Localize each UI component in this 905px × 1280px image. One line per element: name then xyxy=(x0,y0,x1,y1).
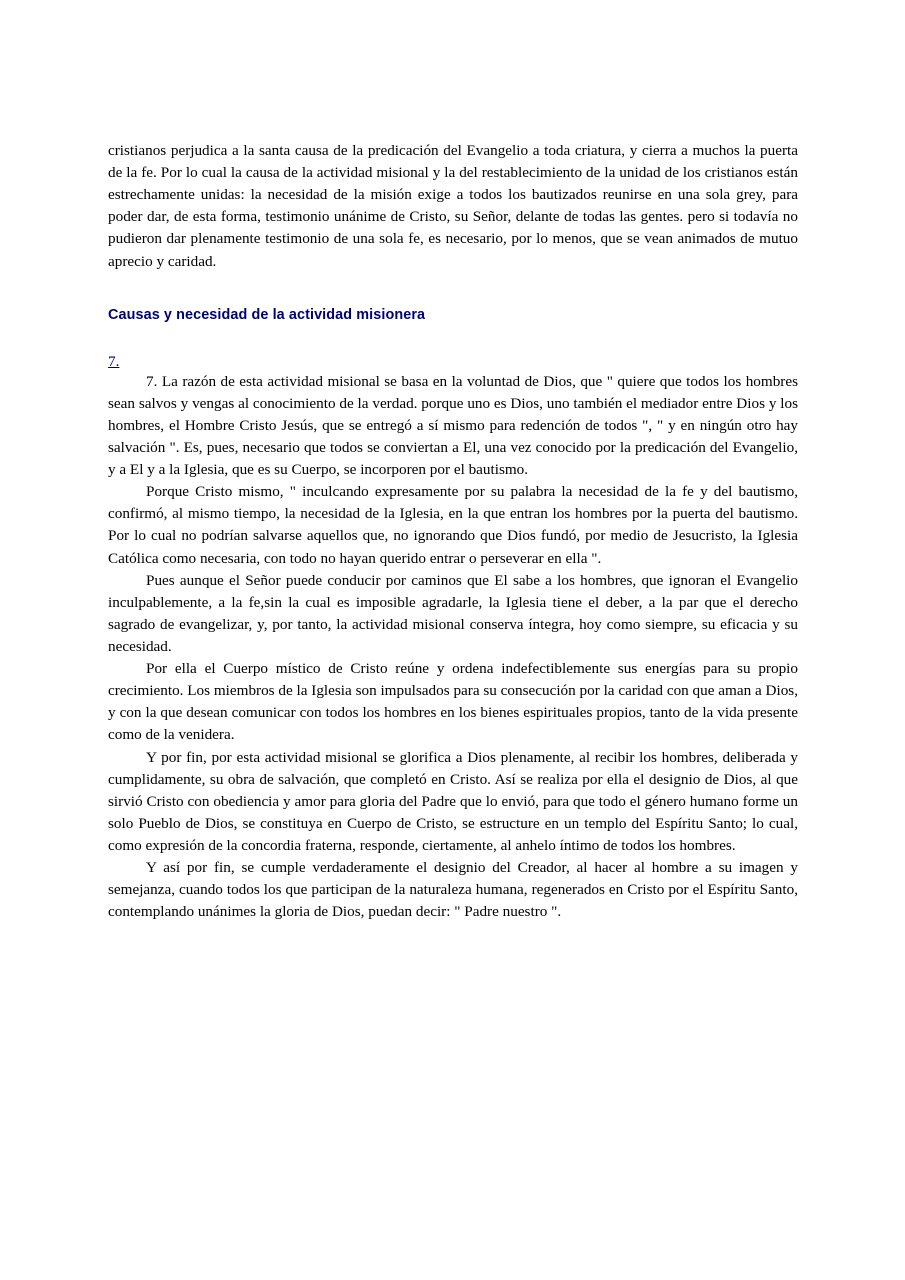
document-body xyxy=(108,140,798,923)
paragraph-7: 7. La razón de esta actividad misional se basa en la voluntad de Dios, que " quiere que todos los hombres sean salvos y vengas al conocimiento de la verdad. porque uno es Dios, uno también el mediador entre Dios y los hombres, el Hombre Cristo Jesús, que se entregó a sí mismo para redención de todos ", " y en ningún otro hay salvación ". Es, pues, necesario que todos se conviertan a El, una vez conocido por la predicación del Evangelio, y a El y a la Iglesia, que es su Cuerpo, se incorporen por el bautismo. xyxy=(108,372,798,479)
paragraph-intro: cristianos perjudica a la santa causa de la predicación del Evangelio a toda criatura, y cierra a muchos la puerta de la fe. Por lo cual la causa de la actividad misional y la del restablecimiento de la unidad de los cristianos están estrechamente unidas: la necesidad de la misión exige a todos los bautizados reunirse en una sola grey, para poder dar, de esta forma, testimonio unánime de Cristo, su Señor, delante de todas las gentes. pero si todavía no pudieron dar plenamente testimonio de una sola fe, es necesario, por lo menos, que se vean animados de mutuo aprecio y caridad. xyxy=(108,142,798,270)
paragraph-10: Por ella el Cuerpo místico de Cristo reúne y ordena indefectiblemente sus energías para su propio crecimiento. Los miembros de la Iglesia son impulsados para su consecución por la caridad con que aman a Dios, y con la que desean comunicar con todos los hombres en los bienes espirituales propios, tanto de la vida presente como de la venidera. xyxy=(108,660,798,744)
paragraph-11: Y por fin, por esta actividad misional se glorifica a Dios plenamente, al recibir los hombres, deliberada y cumplidamente, su obra de salvación, que completó en Cristo. Así se realiza por ella el designio de Dios, al que sirvió Cristo con obediencia y amor para gloria del Padre que lo envió, para que todo el género humano forme un solo Pueblo de Dios, se constituya en Cuerpo de Cristo, se estructure en un templo del Espíritu Santo; lo cual, como expresión de la concordia fraterna, responde, ciertamente, al anhelo íntimo de todos los hombres. xyxy=(108,748,798,854)
paragraph-9: Pues aunque el Señor puede conducir por caminos que El sabe a los hombres, que ignoran el Evangelio inculpablemente, a la fe,sin la cual es imposible agradarle, la Iglesia tiene el deber, a la par que el derecho sagrado de evangelizar, y, por tanto, la actividad misional conserva íntegra, hoy como siempre, su eficacia y su necesidad. xyxy=(108,571,798,655)
section-anchor-wrap xyxy=(108,353,798,371)
section-anchor-link[interactable]: 7. xyxy=(108,352,120,370)
section-heading: Causas y necesidad de la actividad misionera xyxy=(108,306,426,323)
paragraph-12: Y así por fin, se cumple verdaderamente el designio del Creador, al hacer al hombre a su imagen y semejanza, cuando todos los que participan de la naturaleza humana, regenerados en Cristo por el Espíritu Santo, contemplando unánimes la gloria de Dios, puedan decir: " Padre nuestro ". xyxy=(108,859,798,921)
paragraph-8: Porque Cristo mismo, " inculcando expresamente por su palabra la necesidad de la fe y del bautismo, confirmó, al mismo tiempo, la necesidad de la Iglesia, en la que entran los hombres por la puerta del bautismo. Por lo cual no podrían salvarse aquellos que, no ignorando que Dios fundó, por medio de Jesucristo, la Iglesia Católica como necesaria, con todo no hayan querido entrar o perseverar en ella ". xyxy=(108,483,798,567)
